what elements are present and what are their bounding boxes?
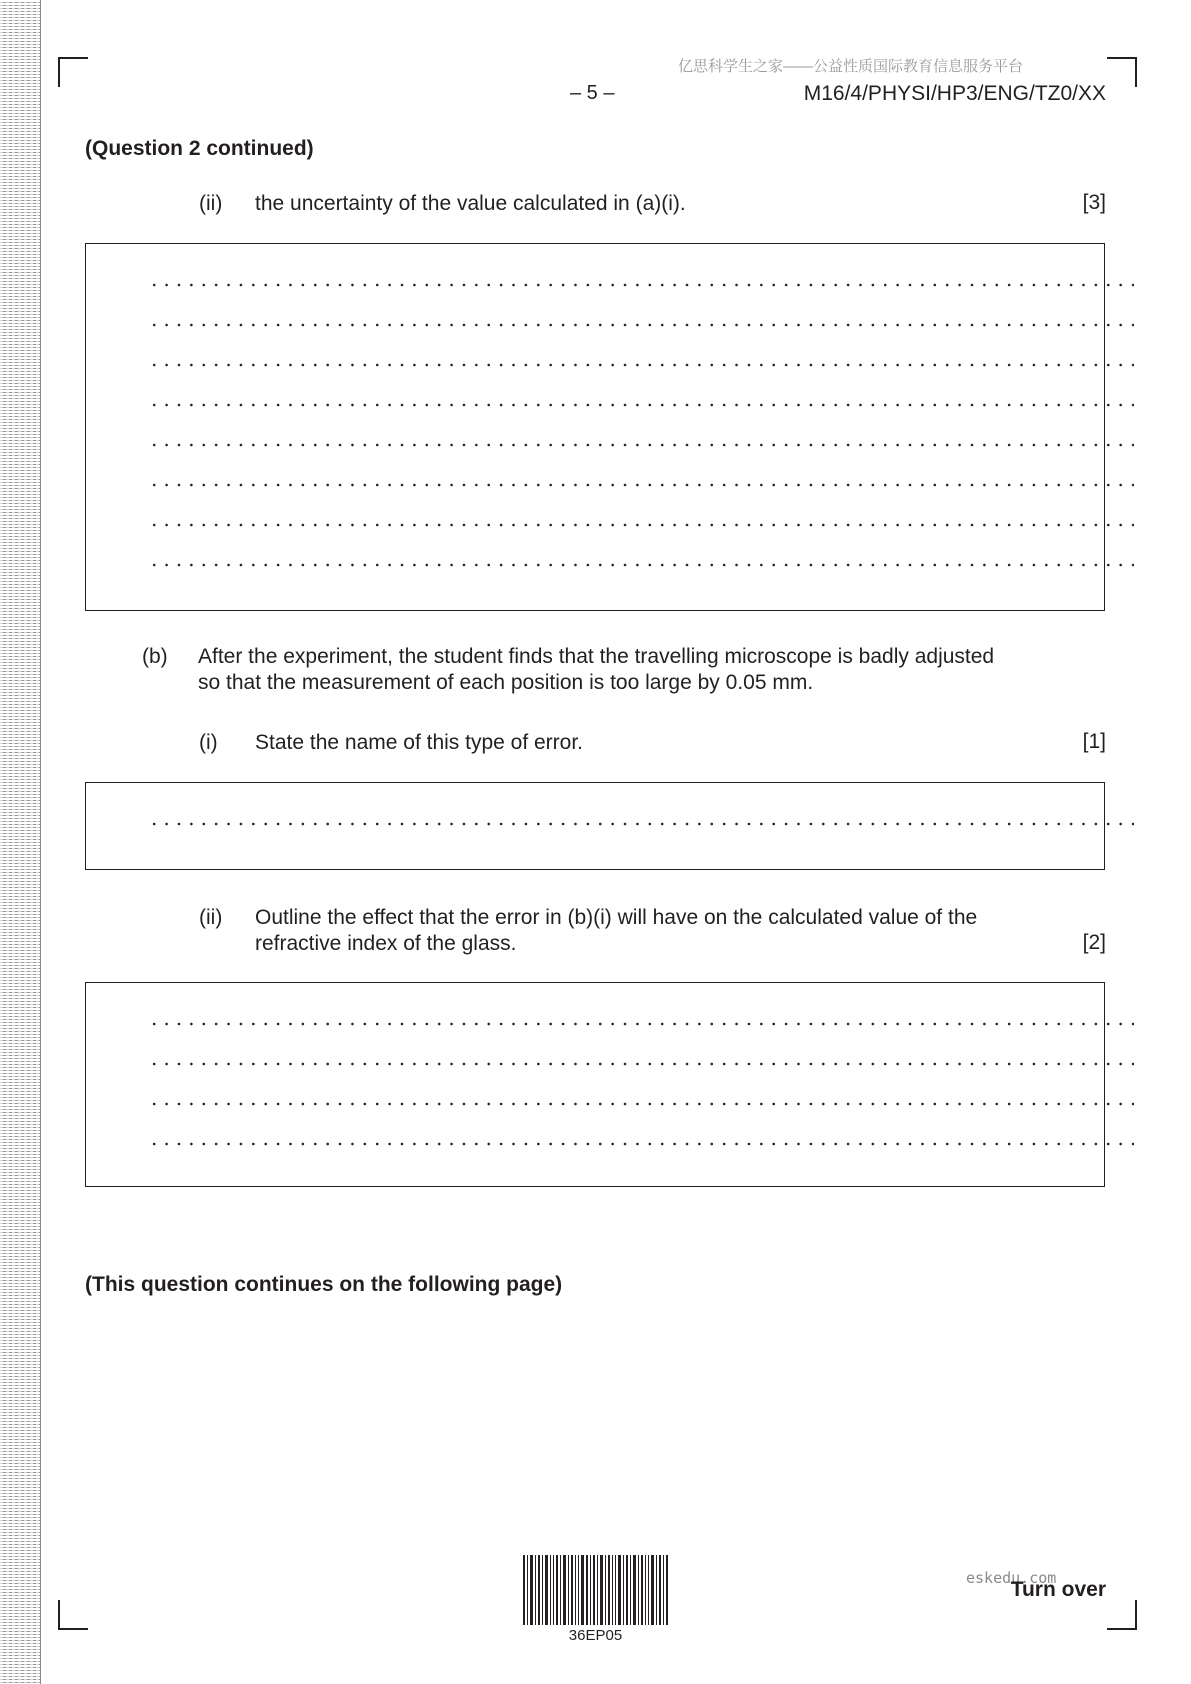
answer-line xyxy=(148,322,1134,328)
page-number: – 5 – xyxy=(570,82,615,104)
crop-mark-bottom-left xyxy=(58,1600,88,1630)
part-b-ii-label: (ii) xyxy=(199,906,223,929)
part-b-ii-line-1: Outline the effect that the error in (b)(i) will have on the calculated value of the xyxy=(255,906,978,929)
answer-line xyxy=(148,282,1134,288)
header-watermark: 亿思科学生之家——公益性质国际教育信息服务平台 xyxy=(678,58,1024,75)
answer-line xyxy=(148,562,1134,568)
barcode-text: 36EP05 xyxy=(568,1627,623,1644)
part-b-i-text: State the name of this type of error. xyxy=(255,731,584,754)
answer-line xyxy=(148,1021,1134,1027)
answer-box-a-ii[interactable] xyxy=(85,243,1105,611)
answer-line xyxy=(148,402,1134,408)
binding-strip xyxy=(0,0,41,1684)
answer-line xyxy=(148,482,1134,488)
part-a-ii-marks: [3] xyxy=(1082,191,1106,214)
paper-code: M16/4/PHYSI/HP3/ENG/TZ0/XX xyxy=(803,82,1106,105)
turn-over-label: Turn over xyxy=(1010,1578,1106,1601)
footer-watermark: eskedu.com xyxy=(966,1569,1057,1587)
part-a-ii-label: (ii) xyxy=(199,192,223,215)
answer-box-b-ii[interactable] xyxy=(85,982,1105,1187)
continues-note: (This question continues on the following page) xyxy=(85,1273,563,1296)
answer-line xyxy=(148,1141,1134,1147)
part-b-line-1: After the experiment, the student finds that the travelling microscope is badly adjusted xyxy=(198,645,995,668)
part-b-ii-marks: [2] xyxy=(1082,931,1106,954)
barcode-icon xyxy=(523,1555,668,1625)
answer-line xyxy=(148,1061,1134,1067)
part-b-line-2: so that the measurement of each position is too large by 0.05 mm. xyxy=(198,671,814,694)
answer-line xyxy=(148,821,1134,827)
crop-mark-bottom-right xyxy=(1107,1600,1137,1630)
answer-line xyxy=(148,522,1134,528)
crop-mark-top-left xyxy=(58,57,88,87)
question-heading: (Question 2 continued) xyxy=(85,137,314,160)
answer-line xyxy=(148,1101,1134,1107)
part-b-ii-line-2: refractive index of the glass. xyxy=(255,932,517,955)
answer-line xyxy=(148,442,1134,448)
part-b-i-label: (i) xyxy=(199,731,218,754)
crop-mark-top-right xyxy=(1107,57,1137,87)
part-b-i-marks: [1] xyxy=(1082,730,1106,753)
part-a-ii-text: the uncertainty of the value calculated in (a)(i). xyxy=(255,192,686,215)
answer-line xyxy=(148,362,1134,368)
answer-box-b-i[interactable] xyxy=(85,782,1105,870)
part-b-label: (b) xyxy=(142,645,168,668)
